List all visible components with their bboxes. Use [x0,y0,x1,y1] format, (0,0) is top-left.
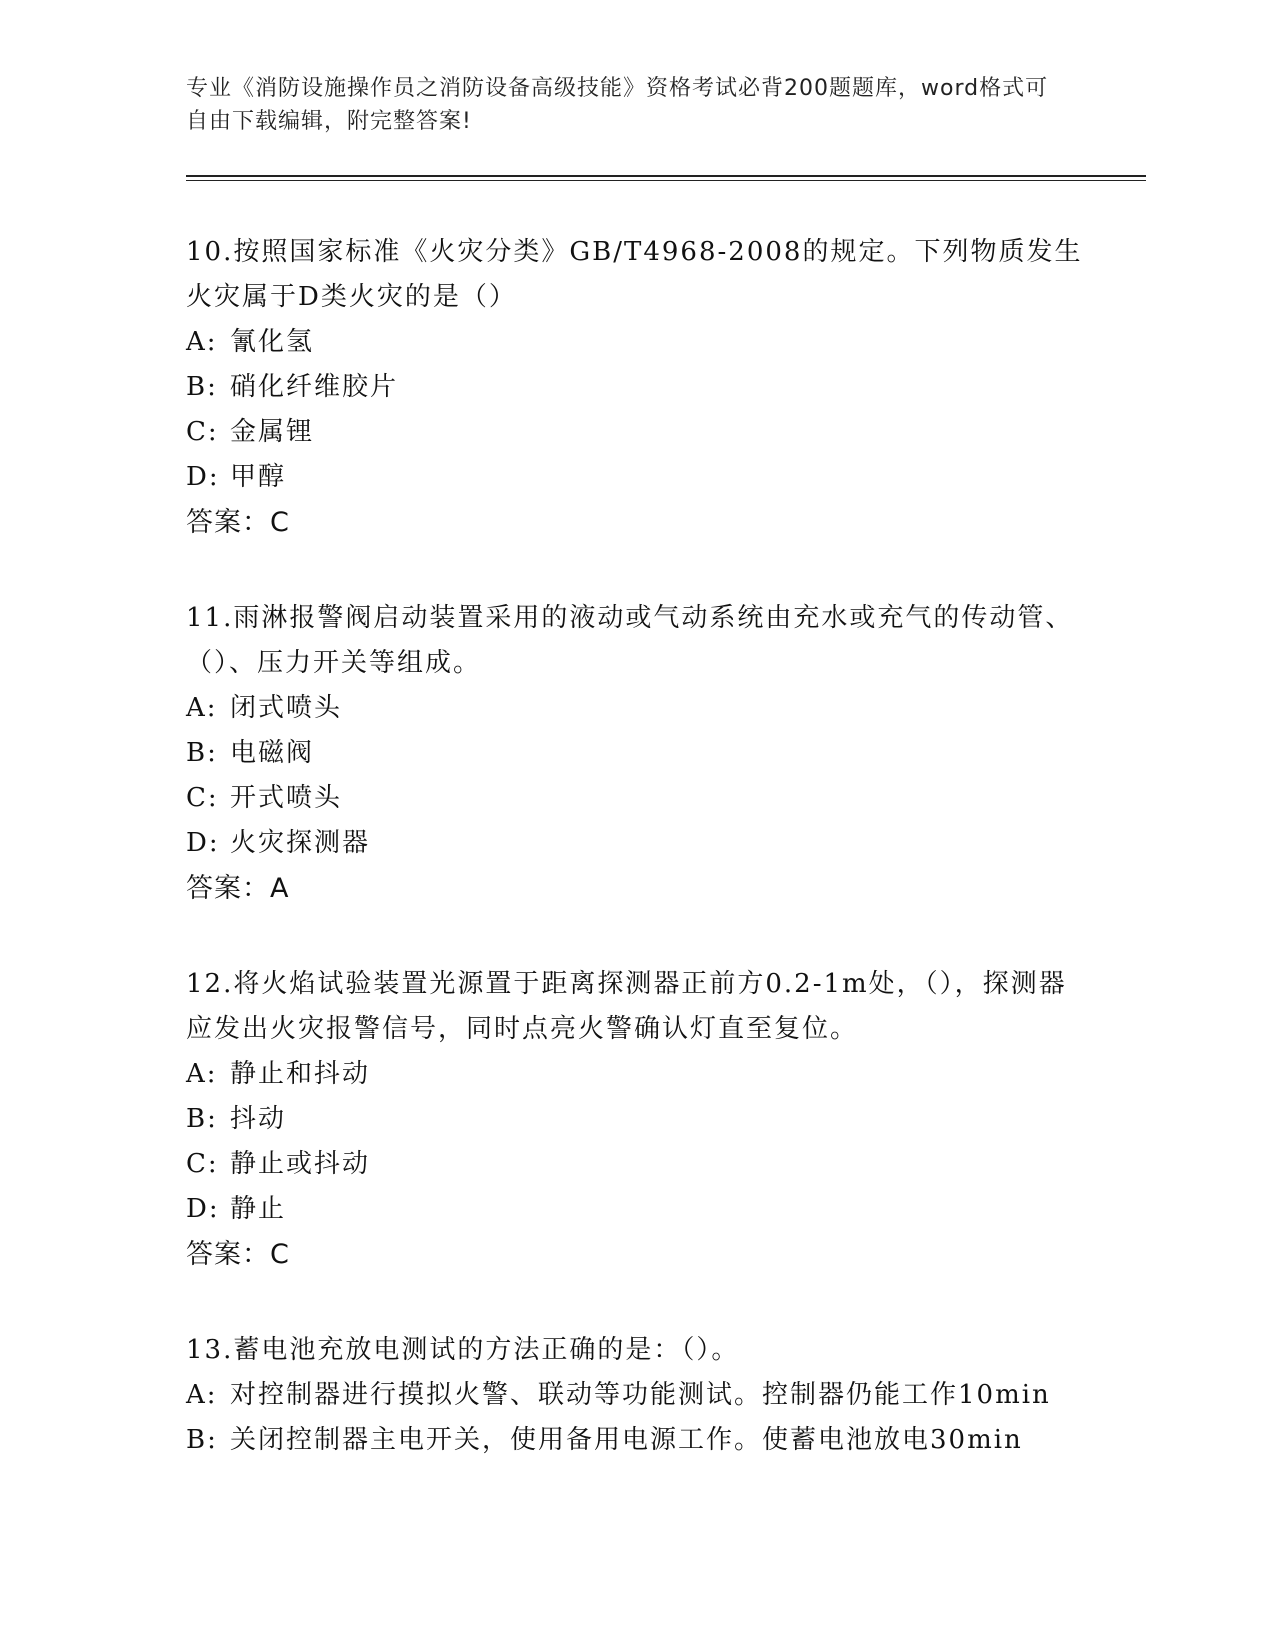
option-c [186,776,1086,821]
option-text: 抖动 [230,1104,287,1134]
option-letter: B: [186,738,218,768]
option-letter: D: [186,1194,220,1224]
option-letter: B: [186,1425,218,1455]
option-text: 火灾探测器 [230,828,371,858]
answer-label: 答案：C [186,1239,290,1270]
option-letter: C: [186,417,219,447]
option-letter: A: [186,327,218,357]
question-item [186,230,1086,545]
option-letter: D: [186,462,220,492]
question-stem: 12.将火焰试验装置光源置于距离探测器正前方0.2-1m处，（），探测器应发出火灾报警信号，同时点亮火警确认灯直至复位。 [186,969,1067,1044]
option-text: 静止或抖动 [230,1149,371,1179]
option-b [186,365,1086,410]
option-d [186,1187,1086,1232]
document-header: 专业《消防设施操作员之消防设备高级技能》资格考试必背200题题库，word格式可自由下载编辑，附完整答案! [186,76,1049,134]
option-text: 硝化纤维胶片 [230,372,399,402]
question-item [186,596,1086,911]
answer-label: 答案：A [186,873,290,904]
option-letter: B: [186,1104,218,1134]
option-b [186,1097,1086,1142]
option-letter: A: [186,1059,218,1089]
question-stem: 11.雨淋报警阀启动装置采用的液动或气动系统由充水或充气的传动管、（）、压力开关等组成。 [186,603,1074,678]
option-text: 对控制器进行摸拟火警、联动等功能测试。控制器仍能工作10min [230,1380,1051,1410]
option-letter: B: [186,372,218,402]
option-c [186,1142,1086,1187]
option-text: 氰化氢 [230,327,315,357]
question-item [186,962,1086,1277]
question-stem: 10.按照国家标准《火灾分类》GB/T4968-2008的规定。下列物质发生火灾属于D类火灾的是（） [186,237,1083,312]
option-c [186,410,1086,455]
option-letter: D: [186,828,220,858]
option-text: 静止 [230,1194,287,1224]
option-b [186,731,1086,776]
option-letter: C: [186,783,219,813]
option-a [186,686,1086,731]
option-letter: A: [186,693,218,723]
option-letter: A: [186,1380,218,1410]
question-stem: 13.蓄电池充放电测试的方法正确的是：（）。 [186,1335,740,1365]
option-a [186,1052,1086,1097]
option-b [186,1418,1086,1463]
option-d [186,821,1086,866]
option-a [186,320,1086,365]
option-text: 关闭控制器主电开关，使用备用电源工作。使蓄电池放电30min [230,1425,1023,1455]
option-a [186,1373,1086,1418]
header-divider [186,175,1146,181]
option-text: 金属锂 [230,417,315,447]
option-letter: C: [186,1149,219,1179]
option-text: 静止和抖动 [230,1059,371,1089]
option-text: 闭式喷头 [230,693,343,723]
question-list [186,230,1086,1514]
option-text: 甲醇 [230,462,287,492]
answer-label: 答案：C [186,507,290,538]
option-d [186,455,1086,500]
option-text: 开式喷头 [230,783,343,813]
question-item [186,1328,1086,1463]
option-text: 电磁阀 [230,738,315,768]
